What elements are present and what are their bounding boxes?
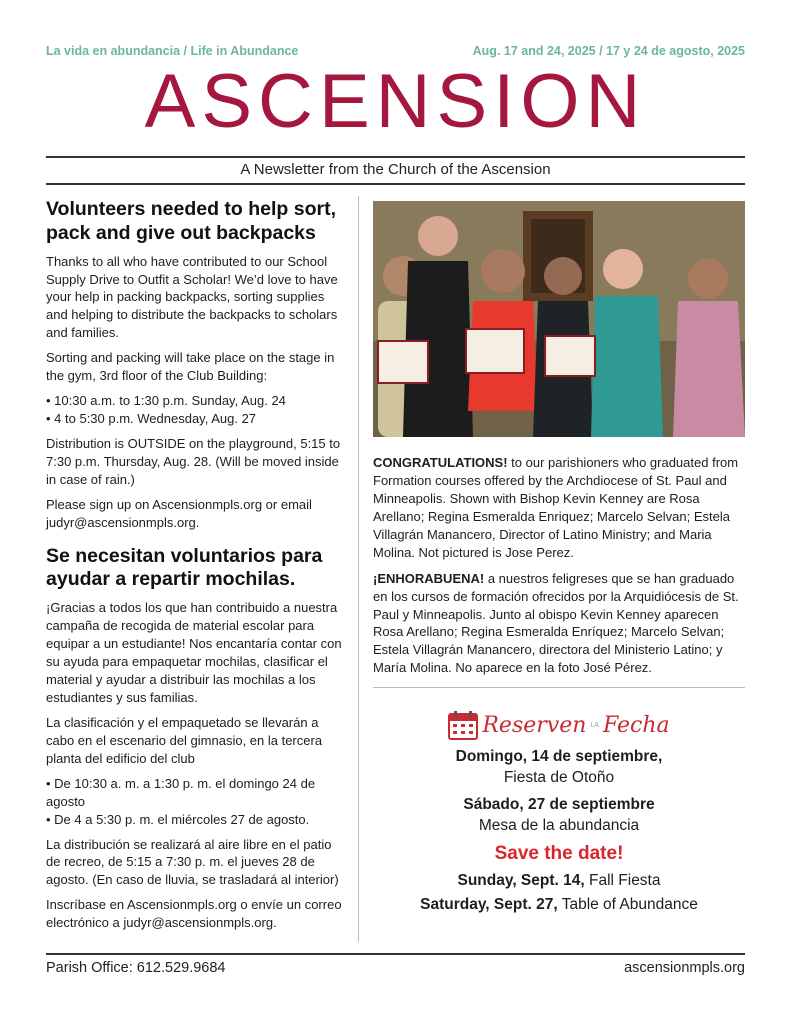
right-column	[373, 201, 745, 917]
column-divider	[358, 196, 359, 942]
spanish-event-name-2: Mesa de la abundancia	[478, 817, 640, 835]
reserven-word: Reserven	[482, 712, 587, 738]
website-address: ascensionmpls.org	[624, 960, 745, 976]
spanish-event-name-1: Fiesta de Otoño	[503, 769, 615, 787]
reserven-la-fecha-logo	[373, 708, 745, 742]
english-schedule-item: • 10:30 a.m. to 1:30 p.m. Sunday, Aug. 24	[46, 393, 286, 409]
spanish-paragraph-4: Inscríbase en Ascensionmpls.org o envíe un correo electrónico a judyr@ascensionmpls.org.	[46, 897, 342, 931]
left-column	[46, 198, 346, 939]
caption-spanish	[373, 570, 745, 678]
english-event-name-2: Table of Abundance	[557, 895, 698, 913]
english-schedule	[46, 392, 346, 428]
spanish-event-date-2: Sábado, 27 de septiembre	[463, 796, 655, 814]
save-the-date-box	[373, 708, 745, 916]
masthead-rule-top	[46, 156, 745, 158]
masthead-title: ASCENSION	[144, 59, 647, 144]
section-divider	[373, 687, 745, 688]
la-word: LA	[590, 721, 599, 729]
spanish-paragraph-1: ¡Gracias a todos los que han contribuido a nuestra campaña de recogida de material escolar para equipar a un estudiante! Nos encantaría contar con su ayuda para empaquetar mochilas, clasificar el material y ayudar a distribuir las mochilas a los estudiantes y sus familias.	[46, 600, 342, 705]
spanish-event-date-1: Domingo, 14 de septiembre,	[455, 748, 663, 766]
english-paragraph-2: Sorting and packing will take place on the stage in the gym, 3rd floor of the Club Building:	[46, 350, 335, 384]
parish-office-phone: Parish Office: 612.529.9684	[46, 960, 226, 976]
spanish-paragraph-2: La clasificación y el empaquetado se llevarán a cabo en el escenario del gimnasio, en la tercera planta del edificio del club	[46, 714, 323, 766]
spanish-schedule-item: • De 4 a 5:30 p. m. el miércoles 27 de agosto.	[46, 811, 310, 827]
english-event-date-2: Saturday, Sept. 27,	[420, 895, 558, 913]
english-event-1	[373, 869, 745, 893]
caption-english-text: to our parishioners who graduated from Formation courses offered by the Archdiocese of St. Paul and Minneapolis. Shown with Bishop Kevin Kenney are Rosa Arellano; Regina Esmeralda Enriquez; Marcelo Selvan; Estela Villagrán Manancero, Director of Latino Ministry; and Maria Molina. Not pictured is Jose Perez.	[373, 455, 739, 560]
issue-date: Aug. 17 and 24, 2025 / 17 y 24 de agosto, 2025	[472, 44, 745, 58]
newsletter-subtitle: A Newsletter from the Church of the Ascension	[240, 161, 551, 178]
english-headline: Volunteers needed to help sort, pack and give out backpacks	[46, 198, 337, 244]
save-the-date-heading: Save the date!	[494, 842, 624, 864]
spanish-schedule-item: • De 10:30 a. m. a 1:30 p. m. el domingo 24 de agosto	[46, 775, 316, 809]
caption-spanish-text: a nuestros feligreses que se han graduado en los cursos de formación ofrecidos por la Arquidiócesis de St. Paul y Minneapolis. Junto al obispo Kevin Kenney aparecen Rosa Arellano; Regina Esmeralda Enríquez; Marcelo Selvan; Estela Villagrán Manancero, directora del Ministerio Latino; y María Molina. No aparece en la foto José Pérez.	[373, 570, 739, 676]
group-photo	[373, 201, 745, 437]
english-event-name-1: Fall Fiesta	[584, 871, 661, 889]
spanish-paragraph-3: La distribución se realizará al aire libre en el patio de recreo, de 5:15 a 7:30 p. m. el jueves 28 de agosto. (En caso de lluvia, se trasladará al interior)	[46, 836, 339, 888]
footer-rule	[46, 953, 745, 955]
spanish-headline: Se necesitan voluntarios para ayudar a repartir mochilas.	[46, 544, 323, 591]
newsletter-tagline: La vida en abundancia / Life in Abundance	[46, 44, 299, 58]
masthead-rule-bottom	[46, 183, 745, 185]
fecha-word: Fecha	[602, 712, 670, 738]
english-event-date-1: Sunday, Sept. 14,	[457, 871, 585, 889]
english-paragraph-4: Please sign up on Ascensionmpls.org or email judyr@ascensionmpls.org.	[46, 496, 312, 530]
english-paragraph-3: Distribution is OUTSIDE on the playground, 5:15 to 7:30 p.m. Thursday, Aug. 28. (Will be moved inside in case of rain.)	[46, 436, 341, 487]
caption-english	[373, 454, 745, 562]
english-event-2	[373, 893, 745, 917]
calendar-icon	[448, 710, 478, 740]
english-schedule-item: • 4 to 5:30 p.m. Wednesday, Aug. 27	[46, 411, 257, 427]
spanish-schedule	[46, 775, 346, 829]
group-photo-illustration	[373, 201, 745, 437]
caption-spanish-lead: ¡ENHORABUENA!	[373, 570, 485, 586]
caption-english-lead: CONGRATULATIONS!	[373, 455, 508, 470]
english-paragraph-1: Thanks to all who have contributed to our School Supply Drive to Outfit a Scholar! We’d love to have your help in packing backpacks, sorting supplies and helping to distribute the backpacks to scholars and families.	[46, 253, 338, 341]
